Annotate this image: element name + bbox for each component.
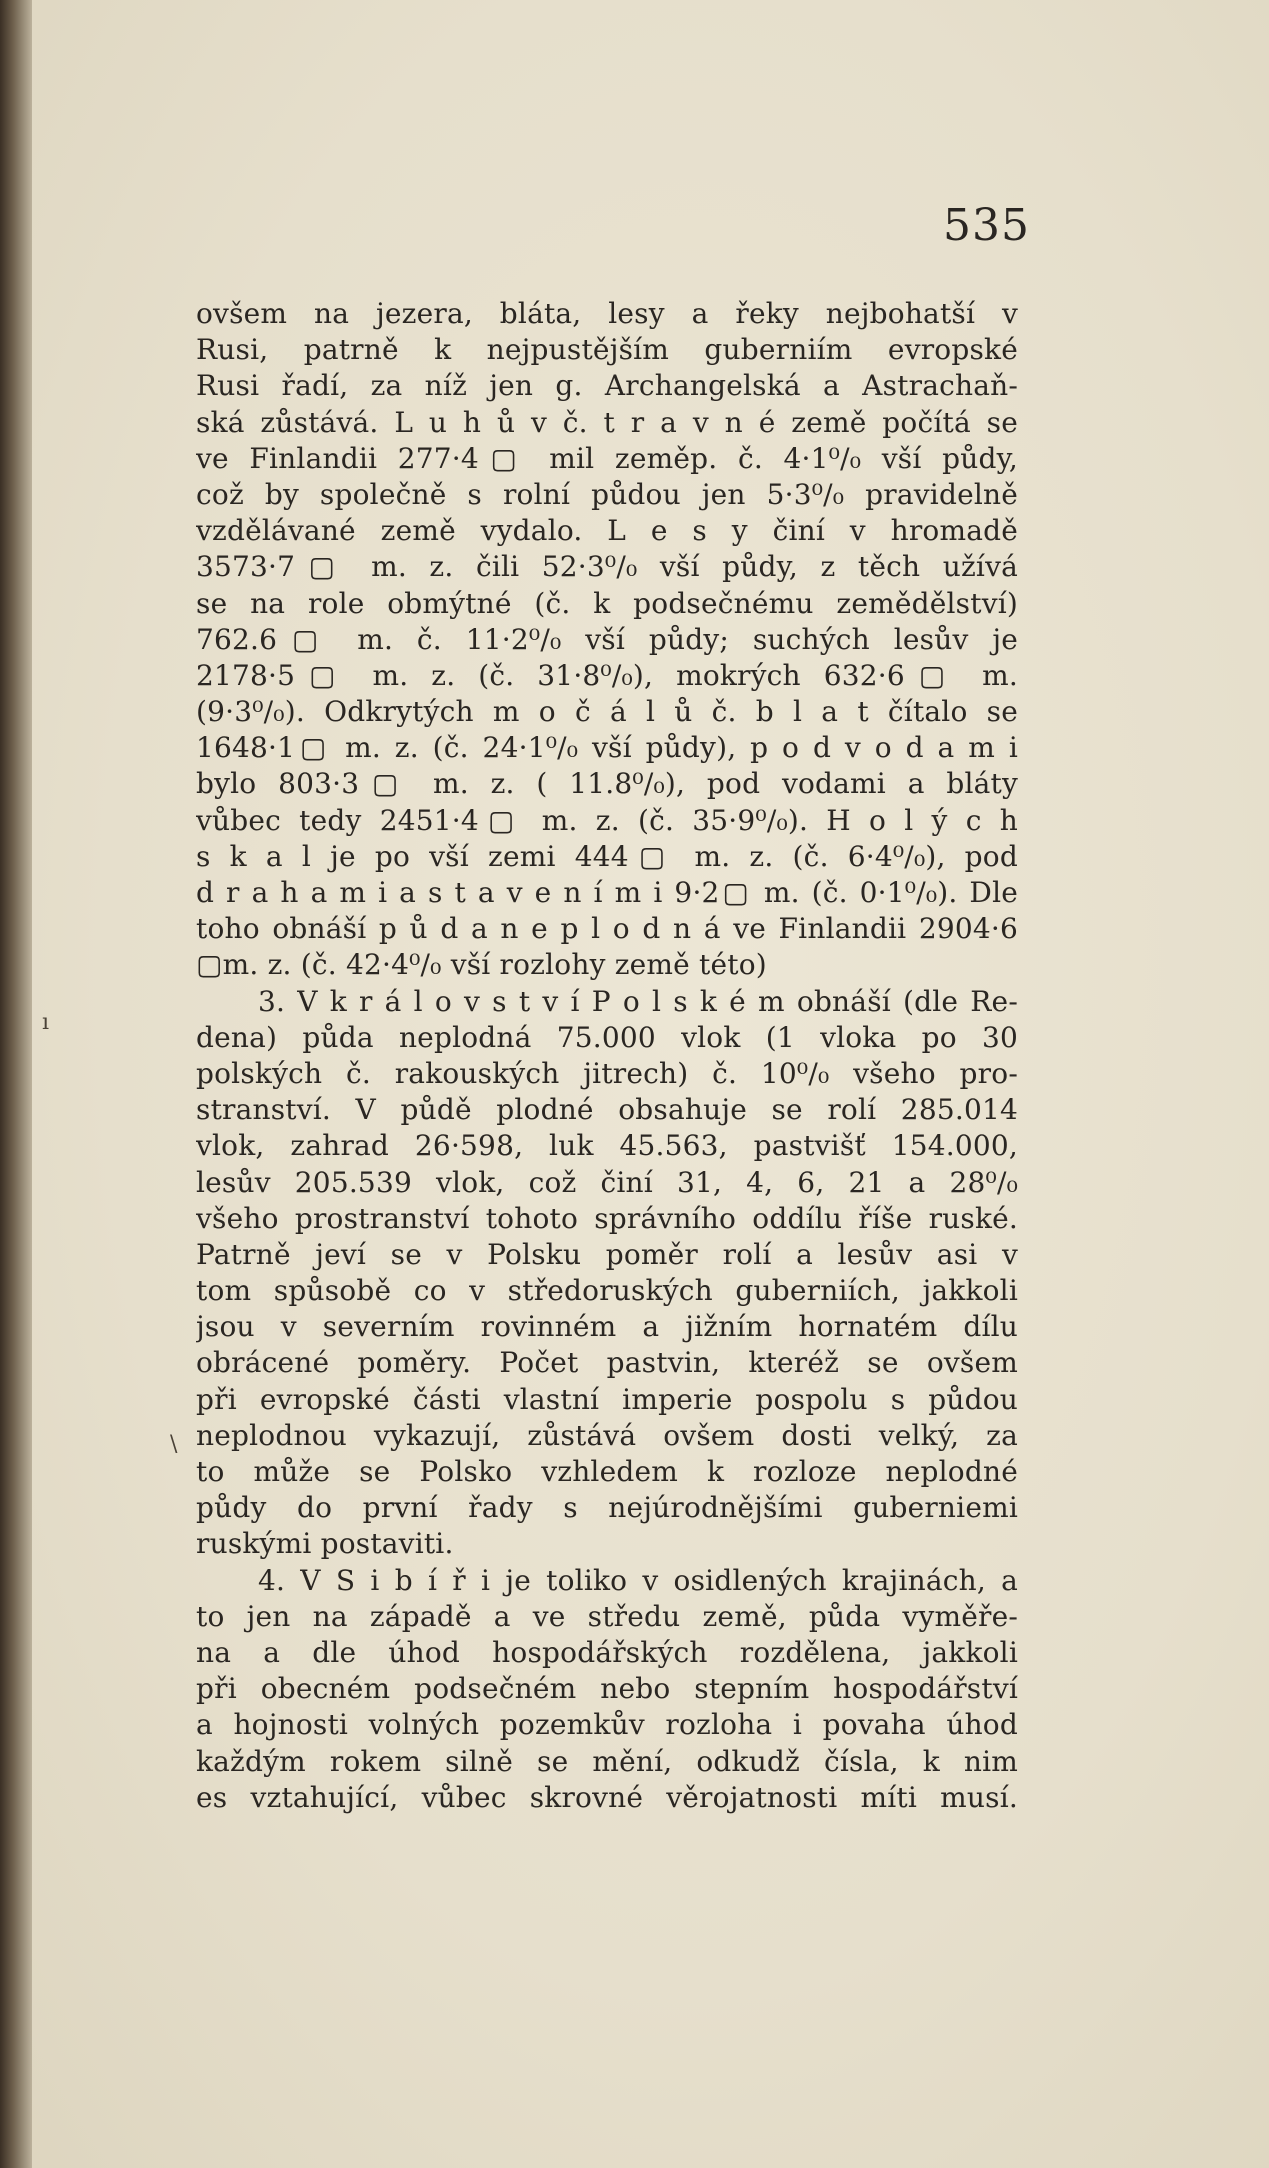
text-line: všeho prostranství tohoto správního oddílu říše ruské. — [196, 1201, 1018, 1235]
text-line: při evropské části vlastní imperie pospolu s půdou — [196, 1382, 1018, 1416]
text-line: půdy do první řady s nejúrodnějšími guberniemi — [196, 1491, 1018, 1525]
text-line: Rusi řadí, za níž jen g. Archangelská a Astrachaň- — [196, 369, 1018, 403]
text-line: Rusi, patrně k nejpustějším guberniím evropské — [196, 333, 1018, 367]
text-line: dena) půda neplodná 75.000 vlok (1 vloka po 30 — [196, 1020, 1018, 1054]
text-line: ve Finlandii 277·4▢ mil zeměp. č. 4·1⁰/₀ vší půdy, — [196, 441, 1018, 475]
text-line: Patrně jeví se v Polsku poměr rolí a lesův asi v — [196, 1237, 1018, 1271]
text-line: při obecném podsečném nebo stepním hospodářství — [196, 1672, 1018, 1706]
text-line: d r a h a m i a s t a v e n í m i 9·2▢ m. (č. 0·1⁰/₀). Dle — [196, 876, 1018, 909]
text-line: 2178·5▢ m. z. (č. 31·8⁰/₀), mokrých 632·6▢ m. — [196, 658, 1018, 692]
text-line: což by společně s rolní půdou jen 5·3⁰/₀ pravidelně — [196, 477, 1018, 511]
text-line: jsou v severním rovinném a jižním hornatém dílu — [196, 1310, 1018, 1344]
margin-tick-mark: \ — [170, 1432, 178, 1457]
page-number: 535 — [943, 200, 1030, 251]
book-spine-edge — [0, 0, 32, 2168]
margin-tick-mark: ı — [42, 1010, 50, 1035]
text-line: lesův 205.539 vlok, což činí 31, 4, 6, 21 a 28⁰/₀ — [196, 1165, 1018, 1199]
text-line: 3573·7▢ m. z. čili 52·3⁰/₀ vší půdy, z těch užívá — [196, 550, 1018, 584]
text-line: tom spůsobě co v středoruských guberniích, jakkoli — [196, 1274, 1018, 1308]
text-line: na a dle úhod hospodářských rozdělena, jakkoli — [196, 1635, 1018, 1669]
text-line: ▢m. z. (č. 42·4⁰/₀ vší rozlohy země této) — [196, 948, 767, 982]
text-line: a hojnosti volných pozemkův rozloha i povaha úhod — [196, 1708, 1018, 1742]
text-line: vlok, zahrad 26·598, luk 45.563, pastvišť 154.000, — [196, 1129, 1018, 1163]
text-line: to může se Polsko vzhledem k rozloze neplodné — [196, 1455, 1018, 1488]
paragraph-start-line: 4. V S i b í ř i je toliko v osidlených krajinách, a — [258, 1563, 1018, 1597]
text-line: se na role obmýtné (č. k podsečnému zemědělství) — [196, 586, 1018, 620]
paragraph-start-line: 3. V k r á l o v s t v í P o l s k é m obnáší (dle Re- — [258, 984, 1018, 1018]
text-line: vůbec tedy 2451·4▢ m. z. (č. 35·9⁰/₀). H o l ý c h — [196, 803, 1018, 837]
text-line: vzdělávané země vydalo. L e s y činí v hromadě — [196, 514, 1018, 548]
text-line: každým rokem silně se mění, odkudž čísla, k nim — [196, 1744, 1018, 1778]
text-line: bylo 803·3▢ m. z. ( 11.8⁰/₀), pod vodami a bláty — [196, 767, 1018, 801]
text-line: ská zůstává. L u h ů v č. t r a v n é země počítá se — [196, 405, 1018, 439]
text-line: 1648·1▢ m. z. (č. 24·1⁰/₀ vší půdy), p o d v o d a m i — [196, 731, 1018, 765]
text-line: toho obnáší p ů d a n e p l o d n á ve Finlandii 2904·6 — [196, 912, 1018, 946]
text-line: es vztahující, vůbec skrovné věrojatnosti míti musí. — [196, 1780, 1018, 1814]
text-line: 762.6▢ m. č. 11·2⁰/₀ vší půdy; suchých lesův je — [196, 622, 1018, 656]
text-line: to jen na západě a ve středu země, půda vyměře- — [196, 1599, 1018, 1633]
text-line: stranství. V půdě plodné obsahuje se rolí 285.014 — [196, 1093, 1018, 1127]
body-text — [196, 296, 1018, 1816]
text-line: ovšem na jezera, bláta, lesy a řeky nejbohatší v — [196, 297, 1018, 330]
text-line: s k a l je po vší zemi 444▢ m. z. (č. 6·4⁰/₀), pod — [196, 839, 1018, 873]
text-line: (9·3⁰/₀). Odkrytých m o č á l ů č. b l a t čítalo se — [196, 695, 1018, 729]
text-line: ruskými postaviti. — [196, 1527, 454, 1561]
text-line: neplodnou vykazují, zůstává ovšem dosti velký, za — [196, 1418, 1018, 1452]
text-line: obrácené poměry. Počet pastvin, kteréž se ovšem — [196, 1346, 1018, 1380]
text-line: polských č. rakouských jitrech) č. 10⁰/₀ všeho pro- — [196, 1056, 1018, 1090]
